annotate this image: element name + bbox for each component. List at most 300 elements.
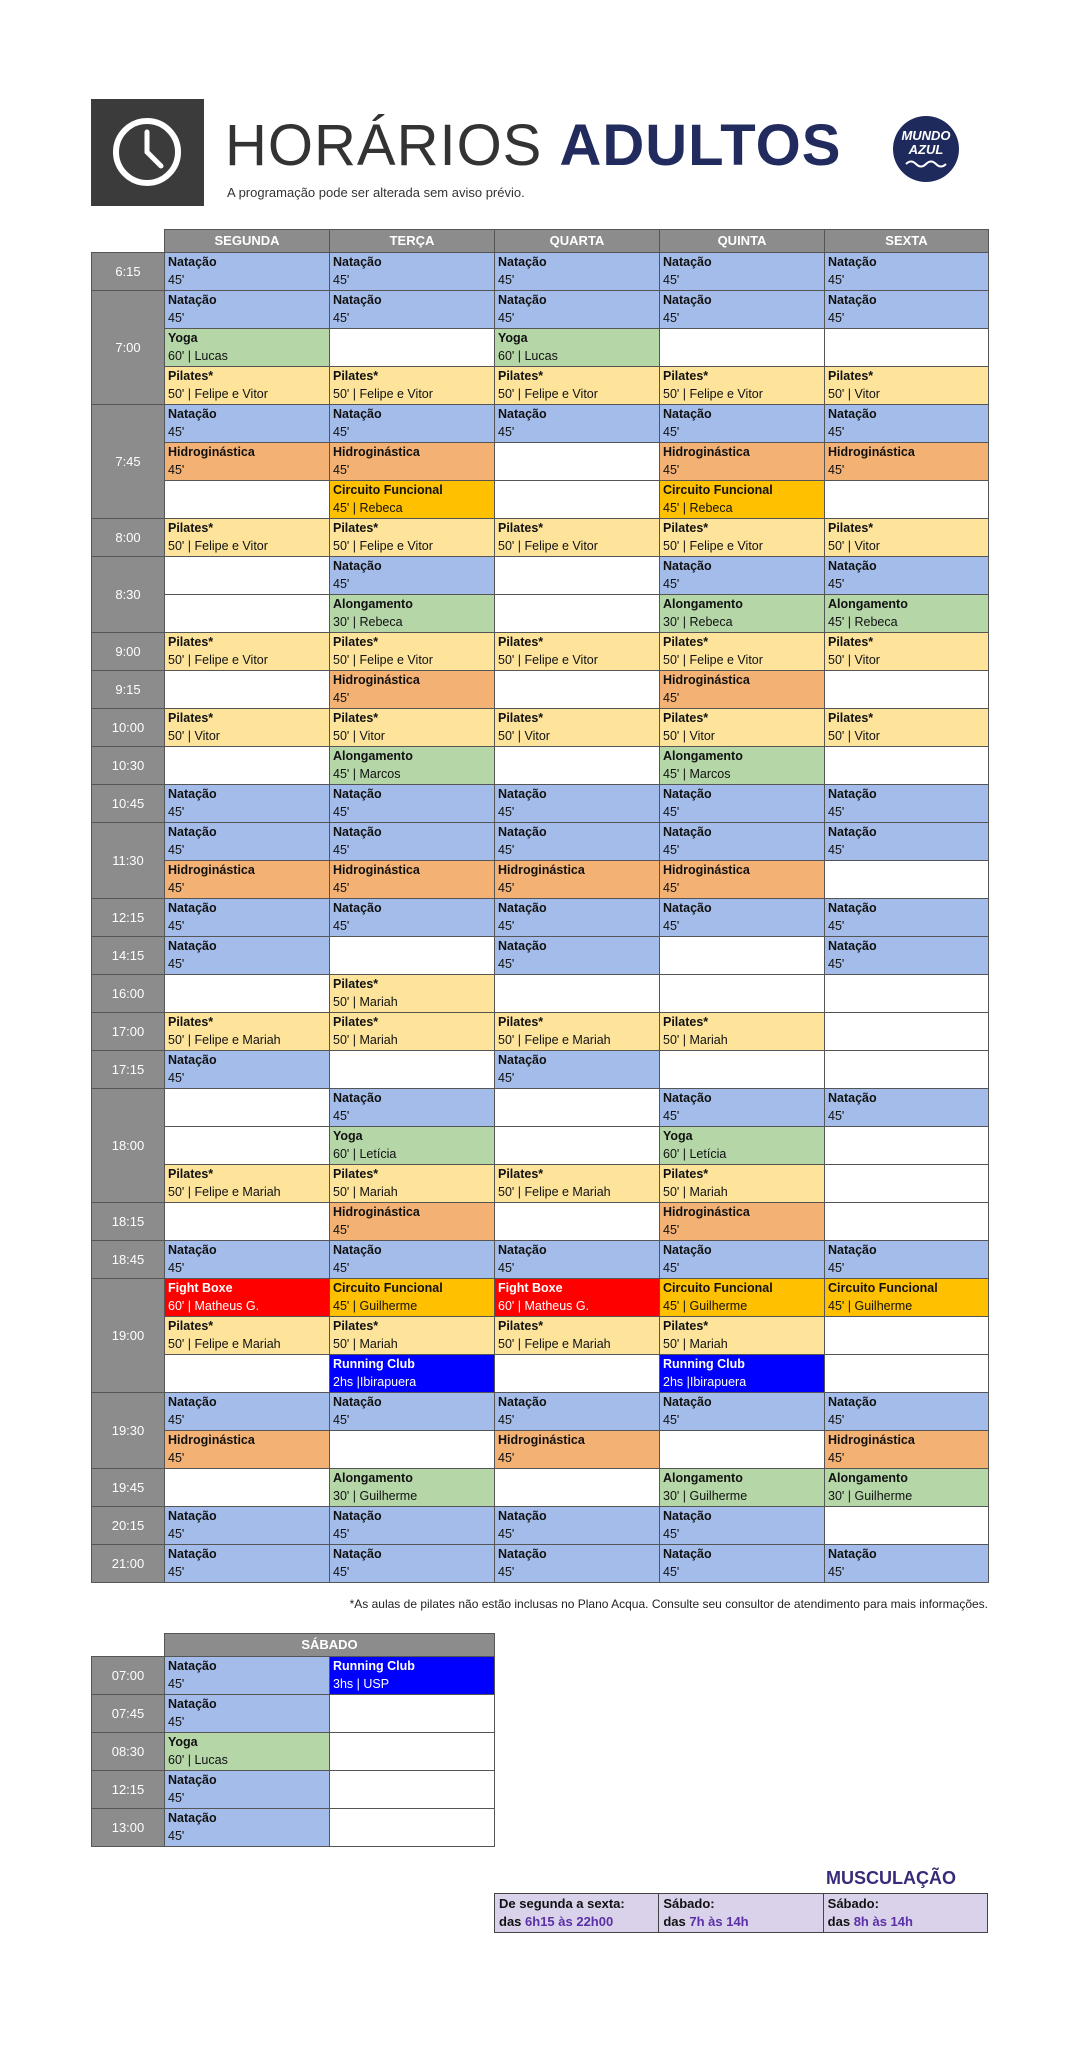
- class-cell: [330, 1241, 495, 1279]
- class-details: 3hs | USP: [333, 1677, 390, 1691]
- class-cell: [330, 291, 495, 329]
- class-details: 45': [168, 881, 185, 895]
- class-details: 45': [828, 1109, 845, 1123]
- empty-cell: [660, 329, 825, 367]
- empty-cell: [660, 937, 825, 975]
- musculacao-saturday-cell: [659, 1894, 823, 1933]
- class-name: Circuito Funcional: [333, 1281, 443, 1295]
- empty-cell: [825, 747, 989, 785]
- class-name: Pilates*: [498, 521, 544, 535]
- class-name: Pilates*: [498, 1167, 544, 1181]
- class-details: 45': [663, 1223, 680, 1237]
- schedule-row: [92, 785, 989, 823]
- class-cell: [165, 823, 330, 861]
- time-slot-label: 07:00: [92, 1657, 165, 1695]
- class-name: Pilates*: [168, 1319, 214, 1333]
- class-details: 45': [828, 957, 845, 971]
- class-details: 45': [333, 577, 350, 591]
- musculacao-hours: 8h às 14h: [853, 1914, 913, 1929]
- class-name: Pilates*: [168, 1167, 214, 1181]
- schedule-row: [92, 1165, 989, 1203]
- class-name: Natação: [663, 559, 712, 573]
- class-name: Hidroginástica: [168, 863, 255, 877]
- class-name: Alongamento: [663, 1471, 743, 1485]
- class-cell: [165, 899, 330, 937]
- musculacao-title: MUSCULAÇÃO: [826, 1868, 956, 1888]
- class-name: Alongamento: [333, 1471, 413, 1485]
- empty-cell: [825, 1165, 989, 1203]
- class-cell: [825, 557, 989, 595]
- empty-cell: [495, 1127, 660, 1165]
- class-name: Natação: [498, 825, 547, 839]
- class-name: Alongamento: [333, 749, 413, 763]
- class-name: Pilates*: [333, 1319, 379, 1333]
- class-cell: [660, 709, 825, 747]
- empty-cell: [495, 975, 660, 1013]
- class-cell: [330, 443, 495, 481]
- class-name: Natação: [168, 901, 217, 915]
- class-cell: [825, 1469, 989, 1507]
- class-details: 45': [498, 1413, 515, 1427]
- class-details: 45': [333, 805, 350, 819]
- class-name: Hidroginástica: [333, 673, 420, 687]
- class-details: 45': [333, 919, 350, 933]
- class-cell: [660, 1545, 825, 1583]
- time-slot-label: 18:45: [92, 1241, 165, 1279]
- class-name: Natação: [168, 407, 217, 421]
- class-name: Natação: [498, 1509, 547, 1523]
- class-cell: [660, 1355, 825, 1393]
- class-details: 45': [168, 1071, 185, 1085]
- class-name: Natação: [168, 1811, 217, 1825]
- class-details: 45': [168, 311, 185, 325]
- class-name: Natação: [498, 939, 547, 953]
- empty-cell: [825, 861, 989, 899]
- schedule-row: [92, 899, 989, 937]
- class-details: 45': [333, 1109, 350, 1123]
- empty-cell: [660, 1431, 825, 1469]
- class-details: 45': [498, 1261, 515, 1275]
- class-name: Running Club: [333, 1357, 415, 1371]
- class-name: Hidroginástica: [663, 673, 750, 687]
- empty-cell: [495, 443, 660, 481]
- class-name: Natação: [168, 1053, 217, 1067]
- class-name: Natação: [168, 787, 217, 801]
- class-cell: [825, 1431, 989, 1469]
- empty-cell: [330, 1695, 495, 1733]
- schedule-row: [92, 709, 989, 747]
- wave-icon: [905, 158, 947, 170]
- empty-cell: [825, 671, 989, 709]
- class-name: Natação: [828, 1243, 877, 1257]
- class-name: Hidroginástica: [333, 863, 420, 877]
- schedule-row: [92, 1545, 989, 1583]
- class-name: Natação: [663, 1509, 712, 1523]
- class-cell: [165, 709, 330, 747]
- class-details: 45': [333, 1413, 350, 1427]
- empty-cell: [495, 1469, 660, 1507]
- class-cell: [825, 595, 989, 633]
- day-header: SEGUNDA: [165, 230, 330, 253]
- class-details: 50' | Mariah: [333, 995, 398, 1009]
- class-details: 50' | Felipe e Vitor: [663, 653, 763, 667]
- class-cell: [825, 1545, 989, 1583]
- class-details: 45': [333, 1223, 350, 1237]
- time-slot-label: 10:45: [92, 785, 165, 823]
- class-details: 45': [828, 1413, 845, 1427]
- schedule-row: [92, 747, 989, 785]
- class-details: 45': [498, 957, 515, 971]
- class-cell: [165, 291, 330, 329]
- class-details: 50' | Vitor: [498, 729, 550, 743]
- class-details: 45': [663, 311, 680, 325]
- time-slot-label: 7:45: [92, 405, 165, 519]
- empty-cell: [330, 1051, 495, 1089]
- empty-cell: [495, 1355, 660, 1393]
- musculacao-label: De segunda a sexta:: [499, 1896, 625, 1911]
- class-cell: [660, 785, 825, 823]
- class-details: 50' | Mariah: [663, 1337, 728, 1351]
- time-slot-label: 9:00: [92, 633, 165, 671]
- time-header-blank: [92, 230, 165, 253]
- class-details: 45': [498, 881, 515, 895]
- class-cell: [165, 367, 330, 405]
- class-cell: [495, 519, 660, 557]
- class-cell: [495, 1393, 660, 1431]
- class-name: Hidroginástica: [663, 863, 750, 877]
- empty-cell: [660, 1051, 825, 1089]
- class-cell: [825, 1393, 989, 1431]
- empty-cell: [825, 975, 989, 1013]
- class-details: 45': [828, 311, 845, 325]
- class-details: 45' | Guilherme: [333, 1299, 418, 1313]
- class-details: 45': [168, 1413, 185, 1427]
- class-name: Fight Boxe: [498, 1281, 563, 1295]
- class-details: 50' | Vitor: [828, 387, 880, 401]
- class-details: 45': [663, 1109, 680, 1123]
- class-cell: [660, 291, 825, 329]
- class-details: 45': [333, 881, 350, 895]
- musculacao-prefix: das: [827, 1914, 851, 1929]
- class-name: Natação: [663, 255, 712, 269]
- class-details: 45': [498, 311, 515, 325]
- class-details: 45': [168, 463, 185, 477]
- time-slot-label: 8:30: [92, 557, 165, 633]
- class-name: Pilates*: [663, 369, 709, 383]
- class-details: 45': [168, 273, 185, 287]
- empty-cell: [495, 481, 660, 519]
- class-details: 50' | Vitor: [828, 539, 880, 553]
- class-name: Natação: [663, 1395, 712, 1409]
- class-name: Natação: [828, 787, 877, 801]
- class-cell: [330, 671, 495, 709]
- class-name: Pilates*: [333, 521, 379, 535]
- class-cell: [165, 1545, 330, 1583]
- class-name: Yoga: [333, 1129, 363, 1143]
- class-details: 50' | Mariah: [333, 1337, 398, 1351]
- class-name: Natação: [498, 293, 547, 307]
- class-name: Natação: [828, 1547, 877, 1561]
- class-cell: [660, 1469, 825, 1507]
- schedule-row: [92, 1469, 989, 1507]
- class-cell: [330, 1657, 495, 1695]
- class-name: Hidroginástica: [333, 1205, 420, 1219]
- class-cell: [330, 1355, 495, 1393]
- class-cell: [495, 291, 660, 329]
- class-name: Pilates*: [828, 711, 874, 725]
- class-cell: [165, 937, 330, 975]
- class-details: 45': [828, 273, 845, 287]
- class-details: 45': [168, 425, 185, 439]
- class-cell: [165, 785, 330, 823]
- class-cell: [495, 1013, 660, 1051]
- class-details: 50' | Felipe e Mariah: [168, 1033, 281, 1047]
- schedule-row: [92, 1089, 989, 1127]
- class-details: 45': [663, 1527, 680, 1541]
- schedule-row: [92, 367, 989, 405]
- class-name: Hidroginástica: [663, 445, 750, 459]
- class-name: Hidroginástica: [498, 1433, 585, 1447]
- class-cell: [660, 861, 825, 899]
- class-name: Pilates*: [498, 711, 544, 725]
- class-details: 50' | Felipe e Vitor: [663, 539, 763, 553]
- class-details: 2hs |Ibirapuera: [333, 1375, 417, 1389]
- class-details: 45': [663, 881, 680, 895]
- class-cell: [165, 443, 330, 481]
- schedule-row: [92, 1393, 989, 1431]
- class-name: Natação: [663, 1547, 712, 1561]
- class-name: Hidroginástica: [828, 445, 915, 459]
- class-name: Natação: [498, 1053, 547, 1067]
- empty-cell: [330, 1771, 495, 1809]
- class-name: Natação: [498, 1547, 547, 1561]
- day-header: SEXTA: [825, 230, 989, 253]
- class-details: 45': [168, 1715, 185, 1729]
- class-cell: [330, 1507, 495, 1545]
- class-cell: [495, 785, 660, 823]
- empty-cell: [165, 975, 330, 1013]
- class-details: 45': [333, 691, 350, 705]
- class-cell: [330, 1469, 495, 1507]
- empty-cell: [825, 481, 989, 519]
- empty-cell: [165, 1469, 330, 1507]
- schedule-row: [92, 1733, 495, 1771]
- class-name: Circuito Funcional: [663, 483, 773, 497]
- class-details: 2hs |Ibirapuera: [663, 1375, 747, 1389]
- class-name: Fight Boxe: [168, 1281, 233, 1295]
- empty-cell: [495, 557, 660, 595]
- class-details: 50' | Felipe e Vitor: [498, 653, 598, 667]
- class-name: Running Club: [333, 1659, 415, 1673]
- schedule-row: [92, 823, 989, 861]
- schedule-row: [92, 443, 989, 481]
- class-cell: [495, 405, 660, 443]
- class-cell: [660, 747, 825, 785]
- class-cell: [825, 1089, 989, 1127]
- class-details: 45': [168, 1565, 185, 1579]
- musculacao-hours: 7h às 14h: [689, 1914, 749, 1929]
- class-cell: [330, 557, 495, 595]
- class-cell: [660, 595, 825, 633]
- class-details: 45': [828, 919, 845, 933]
- class-details: 45': [168, 843, 185, 857]
- schedule-row: [92, 405, 989, 443]
- class-name: Pilates*: [168, 1015, 214, 1029]
- class-details: 60' | Lucas: [168, 349, 228, 363]
- class-details: 50' | Mariah: [663, 1185, 728, 1199]
- class-details: 45': [168, 1791, 185, 1805]
- schedule-row: [92, 1241, 989, 1279]
- class-details: 45': [663, 1413, 680, 1427]
- empty-cell: [495, 595, 660, 633]
- class-cell: [330, 367, 495, 405]
- class-details: 50' | Vitor: [333, 729, 385, 743]
- class-cell: [825, 443, 989, 481]
- empty-cell: [165, 1127, 330, 1165]
- logo-line2: AZUL: [908, 142, 944, 157]
- class-cell: [660, 443, 825, 481]
- class-cell: [165, 1317, 330, 1355]
- empty-cell: [165, 557, 330, 595]
- schedule-row: [92, 557, 989, 595]
- class-name: Hidroginástica: [168, 445, 255, 459]
- class-name: Alongamento: [663, 749, 743, 763]
- class-cell: [660, 823, 825, 861]
- page-title: [225, 115, 841, 177]
- class-cell: [495, 1279, 660, 1317]
- class-cell: [495, 633, 660, 671]
- class-name: Pilates*: [663, 711, 709, 725]
- title-thin: HORÁRIOS: [225, 113, 543, 178]
- class-name: Alongamento: [828, 1471, 908, 1485]
- class-details: 45': [168, 805, 185, 819]
- class-details: 45': [333, 311, 350, 325]
- class-cell: [825, 709, 989, 747]
- time-slot-label: 18:15: [92, 1203, 165, 1241]
- empty-cell: [165, 595, 330, 633]
- class-details: 45': [498, 1527, 515, 1541]
- time-slot-label: 12:15: [92, 1771, 165, 1809]
- class-name: Natação: [168, 1547, 217, 1561]
- class-details: 45': [333, 1565, 350, 1579]
- class-cell: [660, 405, 825, 443]
- class-details: 50' | Mariah: [333, 1185, 398, 1199]
- class-name: Natação: [168, 1395, 217, 1409]
- class-details: 45': [168, 1677, 185, 1691]
- mundo-azul-logo: [893, 116, 959, 182]
- musculacao-label: Sábado:: [827, 1896, 879, 1911]
- class-cell: [660, 1393, 825, 1431]
- class-cell: [165, 633, 330, 671]
- time-slot-label: 19:30: [92, 1393, 165, 1469]
- class-details: 50' | Felipe e Vitor: [498, 539, 598, 553]
- empty-cell: [495, 747, 660, 785]
- class-cell: [330, 1127, 495, 1165]
- class-cell: [660, 519, 825, 557]
- time-slot-label: 12:15: [92, 899, 165, 937]
- class-cell: [495, 253, 660, 291]
- class-details: 60' | Letícia: [663, 1147, 727, 1161]
- class-cell: [330, 975, 495, 1013]
- class-name: Natação: [333, 1243, 382, 1257]
- class-name: Natação: [828, 1091, 877, 1105]
- class-details: 50' | Vitor: [663, 729, 715, 743]
- class-cell: [495, 329, 660, 367]
- empty-cell: [825, 1203, 989, 1241]
- class-cell: [825, 1279, 989, 1317]
- time-slot-label: 19:45: [92, 1469, 165, 1507]
- class-details: 45': [828, 805, 845, 819]
- class-name: Hidroginástica: [333, 445, 420, 459]
- class-cell: [330, 1203, 495, 1241]
- class-cell: [825, 367, 989, 405]
- class-name: Yoga: [498, 331, 528, 345]
- time-slot-label: 9:15: [92, 671, 165, 709]
- class-name: Pilates*: [333, 711, 379, 725]
- saturday-header: SÁBADO: [165, 1634, 495, 1657]
- class-details: 45': [828, 1261, 845, 1275]
- empty-cell: [330, 1809, 495, 1847]
- musculacao-hours: 6h15 às 22h00: [525, 1914, 614, 1929]
- class-name: Natação: [333, 1091, 382, 1105]
- class-name: Pilates*: [168, 369, 214, 383]
- class-cell: [660, 671, 825, 709]
- class-cell: [330, 1279, 495, 1317]
- class-name: Pilates*: [498, 369, 544, 383]
- class-details: 45': [333, 463, 350, 477]
- class-name: Yoga: [168, 331, 198, 345]
- class-cell: [825, 899, 989, 937]
- class-cell: [825, 785, 989, 823]
- class-name: Alongamento: [828, 597, 908, 611]
- class-details: 45' | Rebeca: [333, 501, 403, 515]
- class-details: 45': [333, 425, 350, 439]
- class-cell: [825, 291, 989, 329]
- time-slot-label: 07:45: [92, 1695, 165, 1733]
- class-details: 45' | Rebeca: [828, 615, 898, 629]
- schedule-row: [92, 861, 989, 899]
- empty-cell: [660, 975, 825, 1013]
- class-details: 60' | Lucas: [498, 349, 558, 363]
- class-details: 30' | Guilherme: [828, 1489, 913, 1503]
- class-name: Natação: [168, 1659, 217, 1673]
- time-slot-label: 6:15: [92, 253, 165, 291]
- class-cell: [330, 595, 495, 633]
- empty-cell: [330, 1733, 495, 1771]
- class-cell: [330, 709, 495, 747]
- day-header: TERÇA: [330, 230, 495, 253]
- musculacao-saturday-cell: [823, 1894, 987, 1933]
- class-cell: [330, 747, 495, 785]
- class-name: Circuito Funcional: [828, 1281, 938, 1295]
- class-name: Hidroginástica: [168, 1433, 255, 1447]
- empty-cell: [825, 1317, 989, 1355]
- class-details: 45': [168, 957, 185, 971]
- class-cell: [165, 253, 330, 291]
- class-name: Natação: [663, 407, 712, 421]
- class-name: Natação: [333, 1395, 382, 1409]
- class-name: Pilates*: [333, 1167, 379, 1181]
- class-cell: [330, 785, 495, 823]
- class-cell: [495, 1507, 660, 1545]
- class-name: Pilates*: [828, 521, 874, 535]
- class-name: Natação: [498, 901, 547, 915]
- empty-cell: [165, 1089, 330, 1127]
- class-name: Pilates*: [498, 1015, 544, 1029]
- class-name: Yoga: [663, 1129, 693, 1143]
- class-details: 45': [663, 805, 680, 819]
- class-cell: [330, 253, 495, 291]
